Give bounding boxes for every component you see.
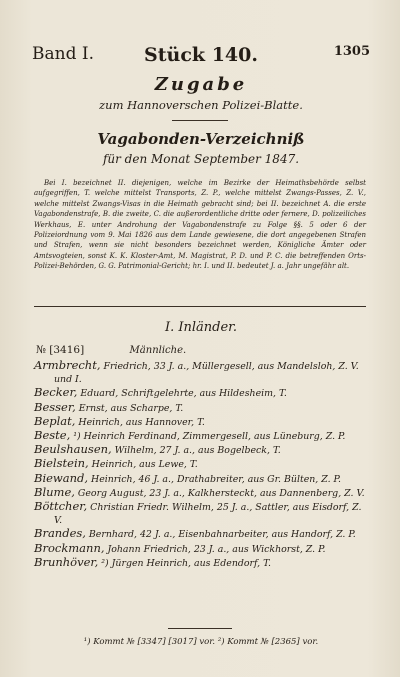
list-item <box>34 527 370 541</box>
list-item <box>34 443 370 457</box>
intro-paragraph: Bei I. bezeichnet II. diejenigen, welche im Bezirke der Heimathsbehörde selbst aufgegriffen, T. welche mittelst Transports, Z. P., welche mittelst Zwangs-Passes, Z. V., welche mittelst Zwangs-Visas in die Heimath gebracht sind; bei II. bezeichnet A. die erste Vagabondenstrafe, B. die zweite, C. die außerordentliche dritte oder fernere, D. polizeiliches Werkhaus, E. unter Androhung der Vagabondenstrafe zu Folge §§. 5 oder 6 der Polizeiordnung vom 9. Mai 1826 aus dem Lande gewiesene, die dort angegebenen Strafen und Strafen, wenn sie nicht besonders bezeichnet werden, Königliche Ämter oder Amtsvogteien, sonst K. K. Kloster-Amt, M. Magistrat, P. D. und P. C. die betreffenden Orts-Polizei-Behörden, G. G. Patrimonial-Gericht; hr. I. und II. bedeutet J. a. Jahr ungefähr alt. <box>34 179 366 271</box>
entry-name: Beplat, <box>34 413 76 428</box>
entry-name: Böttcher, <box>34 499 88 514</box>
entry-details: Friedrich, 33 J. a., Müllergesell, aus Mandelsloh, Z. V. und I. <box>54 361 359 386</box>
list-item <box>34 401 370 415</box>
zugabe-subtitle: zum Hannoverschen Polizei-Blatte. <box>99 98 303 112</box>
running-header <box>32 44 370 64</box>
list-item <box>34 415 370 429</box>
entry-name: Brockmann, <box>34 540 105 555</box>
entry-name: Brunhöver, <box>34 554 99 569</box>
zugabe-title: Zugabe <box>154 74 248 95</box>
entry-name: Armbrecht, <box>34 358 101 372</box>
entry-name: Beste, <box>34 428 71 443</box>
entry-details: Ernst, aus Scharpe, T. <box>75 402 184 414</box>
footnote-divider <box>168 628 232 629</box>
entry-details: Eduard, Schriftgelehrte, aus Hildesheim, T. <box>77 388 287 400</box>
page-number: 1305 <box>333 44 370 59</box>
section-heading: I. Inländer. <box>164 320 238 335</box>
list-item <box>34 472 370 486</box>
verzeichnis-title: Vagabonden-Verzeichniß <box>97 130 305 148</box>
entry-name: Bielstein, <box>34 456 89 471</box>
title-divider <box>172 120 228 121</box>
entry-name: Becker, <box>34 385 78 400</box>
list-item <box>34 359 370 386</box>
entry-details: Wilhelm, 27 J. a., aus Bogelbeck, T. <box>111 445 281 457</box>
entry-name: Biewand, <box>34 470 89 485</box>
entry-details: Bernhard, 42 J. a., Eisenbahnarbeiter, aus Handorf, Z. P. <box>85 529 356 541</box>
stueck-label: Stück 140. <box>144 44 258 66</box>
entry-details: Johann Friedrich, 23 J. a., aus Wickhorst, Z. P. <box>104 543 326 555</box>
entry-details: Christian Friedr. Wilhelm, 25 J. a., Sattler, aus Eisdorf, Z. V. <box>54 502 362 527</box>
entry-name: Brandes, <box>34 526 86 541</box>
entry-name: Blume, <box>34 484 75 499</box>
entry-number-line <box>36 344 186 356</box>
month-line: für den Monat September 1847. <box>102 152 300 166</box>
list-item <box>34 542 370 556</box>
footnote: ¹) Kommt № [3347] [3017] vor. ²) Kommt № [2365] vor. <box>83 637 319 647</box>
entry-details: Heinrich, aus Hannover, T. <box>75 416 205 428</box>
entry-number: № [3416] <box>36 344 85 356</box>
entry-name: Besser, <box>34 399 76 414</box>
list-item <box>34 429 370 443</box>
entry-details: ²) Jürgen Heinrich, aus Edendorf, T. <box>98 557 271 569</box>
band-label: Band I. <box>32 44 94 64</box>
entry-list <box>34 359 370 570</box>
list-item <box>34 457 370 471</box>
entry-details: Heinrich, 46 J. a., Drathabreiter, aus Gr. Bülten, Z. P. <box>88 473 341 485</box>
list-item <box>34 556 370 570</box>
entry-details: Heinrich, aus Lewe, T. <box>88 459 198 471</box>
entry-details: ¹) Heinrich Ferdinand, Zimmergesell, aus Lüneburg, Z. P. <box>70 431 346 443</box>
entry-name: Beulshausen, <box>34 442 112 457</box>
gender-tag: Männliche. <box>129 345 187 356</box>
list-item <box>34 500 370 527</box>
intro-divider <box>34 306 366 307</box>
list-item <box>34 486 370 500</box>
list-item <box>34 386 370 400</box>
entry-details: Georg August, 23 J. a., Kalkhersteckt, aus Dannenberg, Z. V. <box>74 487 365 499</box>
